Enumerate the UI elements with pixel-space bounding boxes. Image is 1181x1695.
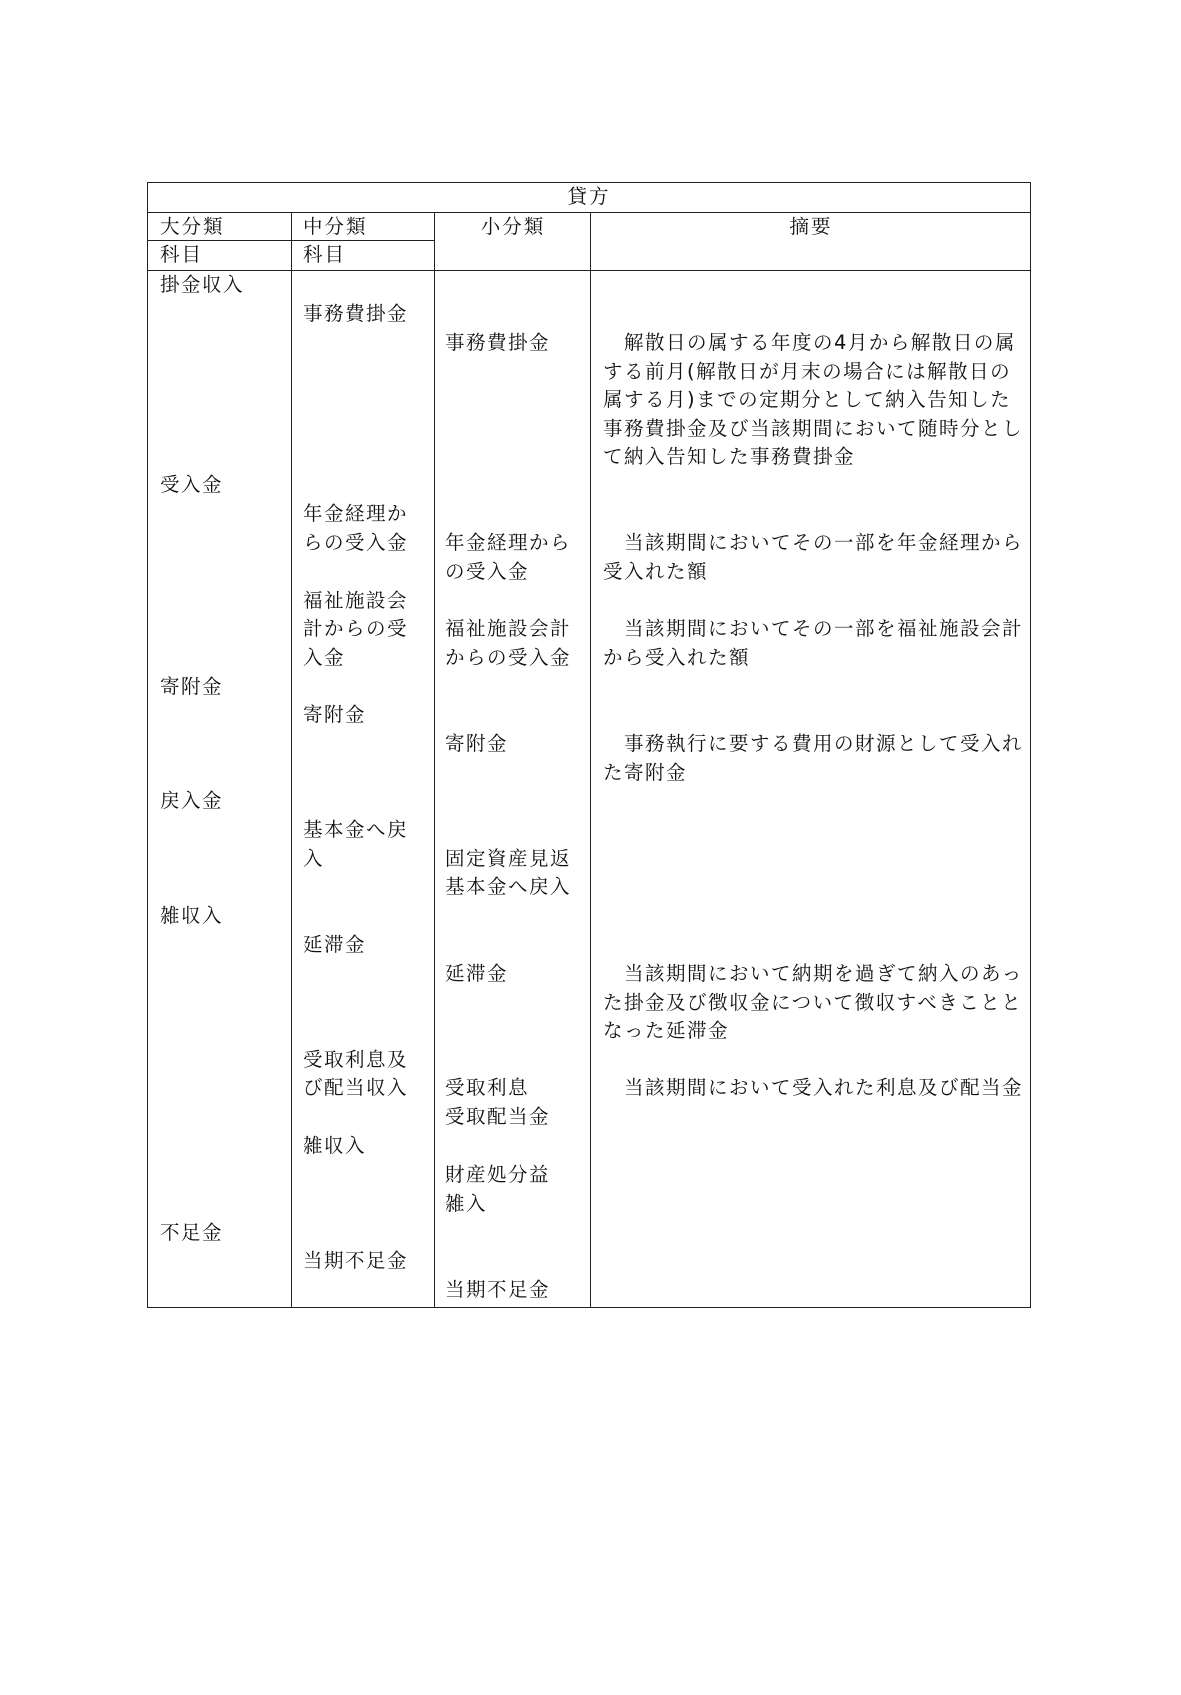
minor-modori-2: 基本金へ戻入 (445, 875, 572, 898)
minor-nenkin-2: の受入金 (445, 560, 530, 583)
minor-entai: 延滞金 (445, 962, 509, 985)
middle-jimu: 事務費掛金 (303, 302, 409, 325)
minor-fukushi-1: 福祉施設会計 (445, 617, 572, 640)
middle-zatsu: 雑収入 (303, 1134, 367, 1157)
minor-rishi-2: 受取配当金 (445, 1105, 551, 1128)
header-col-middle: 中分類 (303, 215, 368, 238)
minor-kifu: 寄附金 (445, 732, 509, 755)
minor-fukushi-2: からの受入金 (445, 646, 572, 669)
middle-modori-2: 入 (303, 847, 325, 870)
middle-nenkin-2: らの受入金 (303, 531, 409, 554)
credit-table (147, 182, 1031, 1308)
major-modori: 戻入金 (160, 789, 224, 812)
minor-modori-1: 固定資産見返 (445, 847, 572, 870)
header-col-minor: 小分類 (480, 215, 546, 238)
middle-fukushi-3: 入金 (303, 646, 346, 669)
major-ukeire: 受入金 (160, 473, 224, 496)
middle-entai: 延滞金 (303, 933, 367, 956)
header-col-summary: 摘要 (789, 215, 833, 238)
major-zatsu: 雑収入 (160, 904, 224, 927)
major-kakekin: 掛金収入 (160, 273, 245, 296)
minor-nenkin-1: 年金経理から (445, 531, 572, 554)
minor-rishi-1: 受取利息 (445, 1076, 530, 1099)
middle-fusoku: 当期不足金 (303, 1249, 409, 1272)
col-divider-1 (291, 212, 292, 1307)
major-kifu: 寄附金 (160, 675, 224, 698)
header-side: 貸方 (567, 185, 611, 208)
col-divider-2 (434, 212, 435, 1307)
desc-rishi: 当該期間において受入れた利息及び配当金 (603, 1076, 1024, 1099)
middle-fukushi-1: 福祉施設会 (303, 589, 409, 612)
header-rule-bottom (148, 270, 1030, 271)
minor-zatsu-1: 財産処分益 (445, 1163, 551, 1186)
middle-fukushi-2: 計からの受 (303, 617, 409, 640)
middle-modori-1: 基本金へ戻 (303, 818, 409, 841)
desc-entai: 当該期間において納期を過ぎて納入のあった掛金及び徴収金について徴収すべきこととなった延滞金 (603, 962, 1023, 1043)
header-col-major: 大分類 (160, 215, 225, 238)
desc-nenkin: 当該期間においてその一部を年金経理から受入れた額 (603, 531, 1024, 583)
header-subject-middle: 科目 (303, 243, 347, 266)
minor-jimu: 事務費掛金 (445, 331, 551, 354)
minor-zatsu-2: 雑入 (445, 1192, 488, 1215)
middle-rishi-1: 受取利息及 (303, 1048, 409, 1071)
desc-kifu: 事務執行に要する費用の財源として受入れた寄附金 (603, 732, 1024, 784)
middle-rishi-2: び配当収入 (303, 1076, 409, 1099)
middle-nenkin-1: 年金経理か (303, 502, 409, 525)
minor-fusoku: 当期不足金 (445, 1278, 551, 1301)
middle-kifu: 寄附金 (303, 703, 367, 726)
col-divider-3 (590, 212, 591, 1307)
major-fusoku: 不足金 (160, 1221, 224, 1244)
desc-fukushi: 当該期間においてその一部を福祉施設会計から受入れた額 (603, 617, 1024, 669)
desc-jimu: 解散日の属する年度の4月から解散日の属する前月(解散日が月末の場合には解散日の属する月)までの定期分として納入告知した事務費掛金及び当該期間において随時分として納入告知した事務費掛金 (603, 331, 1024, 469)
header-subject-major: 科目 (160, 243, 204, 266)
